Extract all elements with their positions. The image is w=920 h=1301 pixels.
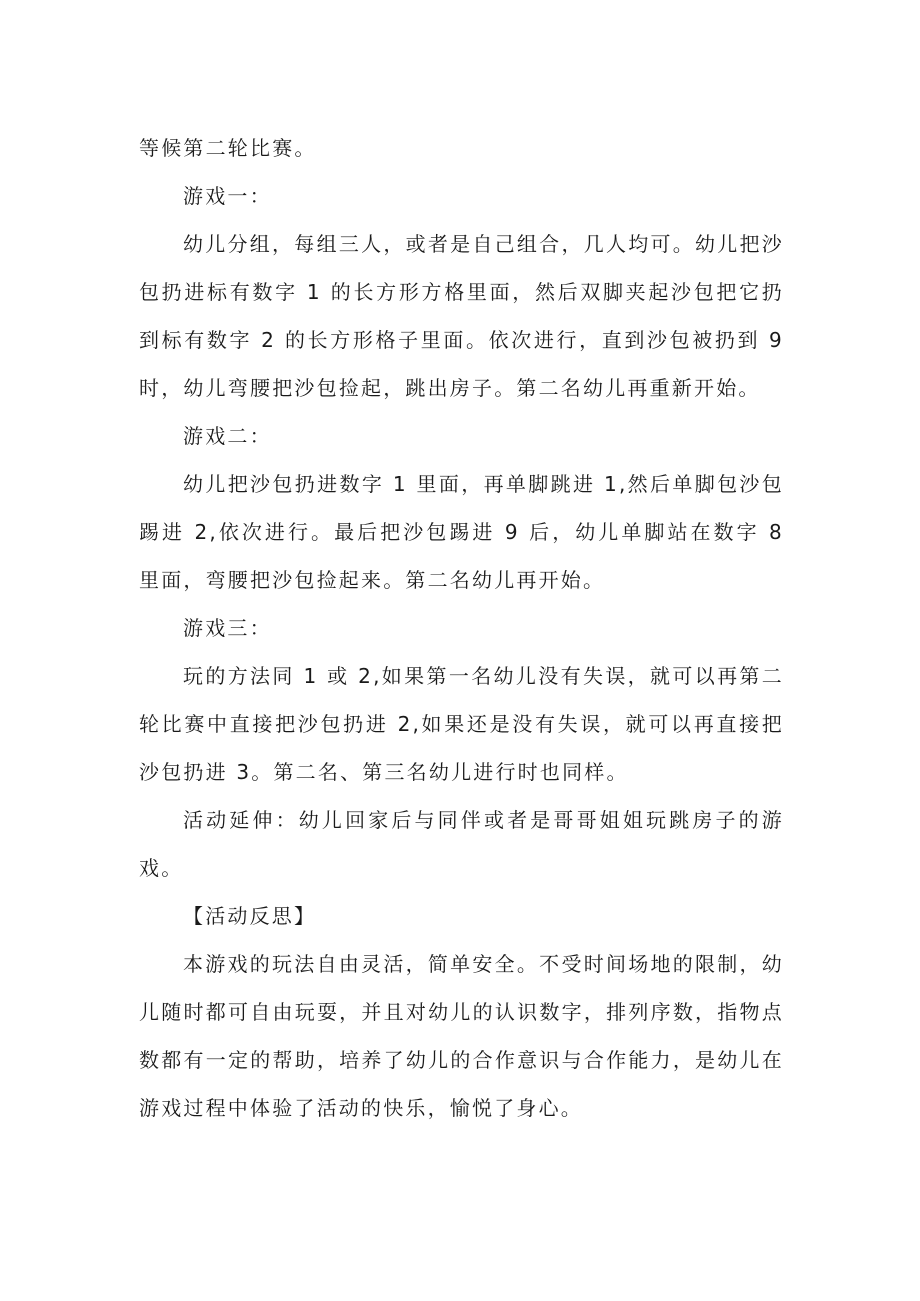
paragraph-reflection: 本游戏的玩法自由灵活，简单安全。不受时间场地的限制，幼儿随时都可自由玩耍，并且对幼儿的认识数字，排列序数，指物点数都有一定的帮助，培养了幼儿的合作意识与合作能力，是幼儿在游戏过程中体验了活动的快乐，愉悦了身心。 — [139, 952, 784, 1120]
heading-game-one: 游戏一： — [183, 184, 272, 208]
paragraph-game-three: 玩的方法同 1 或 2,如果第一名幼儿没有失误，就可以再第二轮比赛中直接把沙包扔进 2,如果还是没有失误，就可以再直接把沙包扔进 3。第二名、第三名幼儿进行时也同样。 — [139, 664, 784, 784]
paragraph-activity-extension: 活动延伸：幼儿回家后与同伴或者是哥哥姐姐玩跳房子的游戏。 — [139, 808, 784, 880]
heading-game-three: 游戏三： — [183, 616, 272, 640]
document-body — [139, 124, 784, 1132]
heading-activity-reflection: 【活动反思】 — [183, 904, 317, 928]
paragraph-game-one: 幼儿分组，每组三人，或者是自己组合，几人均可。幼儿把沙包扔进标有数字 1 的长方形方格里面，然后双脚夹起沙包把它扔到标有数字 2 的长方形格子里面。依次进行，直到沙包被扔到 9 时，幼儿弯腰把沙包捡起，跳出房子。第二名幼儿再重新开始。 — [139, 232, 784, 400]
paragraph-continuation: 等候第二轮比赛。 — [139, 136, 317, 160]
heading-game-two: 游戏二： — [183, 424, 272, 448]
paragraph-game-two: 幼儿把沙包扔进数字 1 里面，再单脚跳进 1,然后单脚包沙包踢进 2,依次进行。最后把沙包踢进 9 后，幼儿单脚站在数字 8 里面，弯腰把沙包捡起来。第二名幼儿再开始。 — [139, 472, 784, 592]
